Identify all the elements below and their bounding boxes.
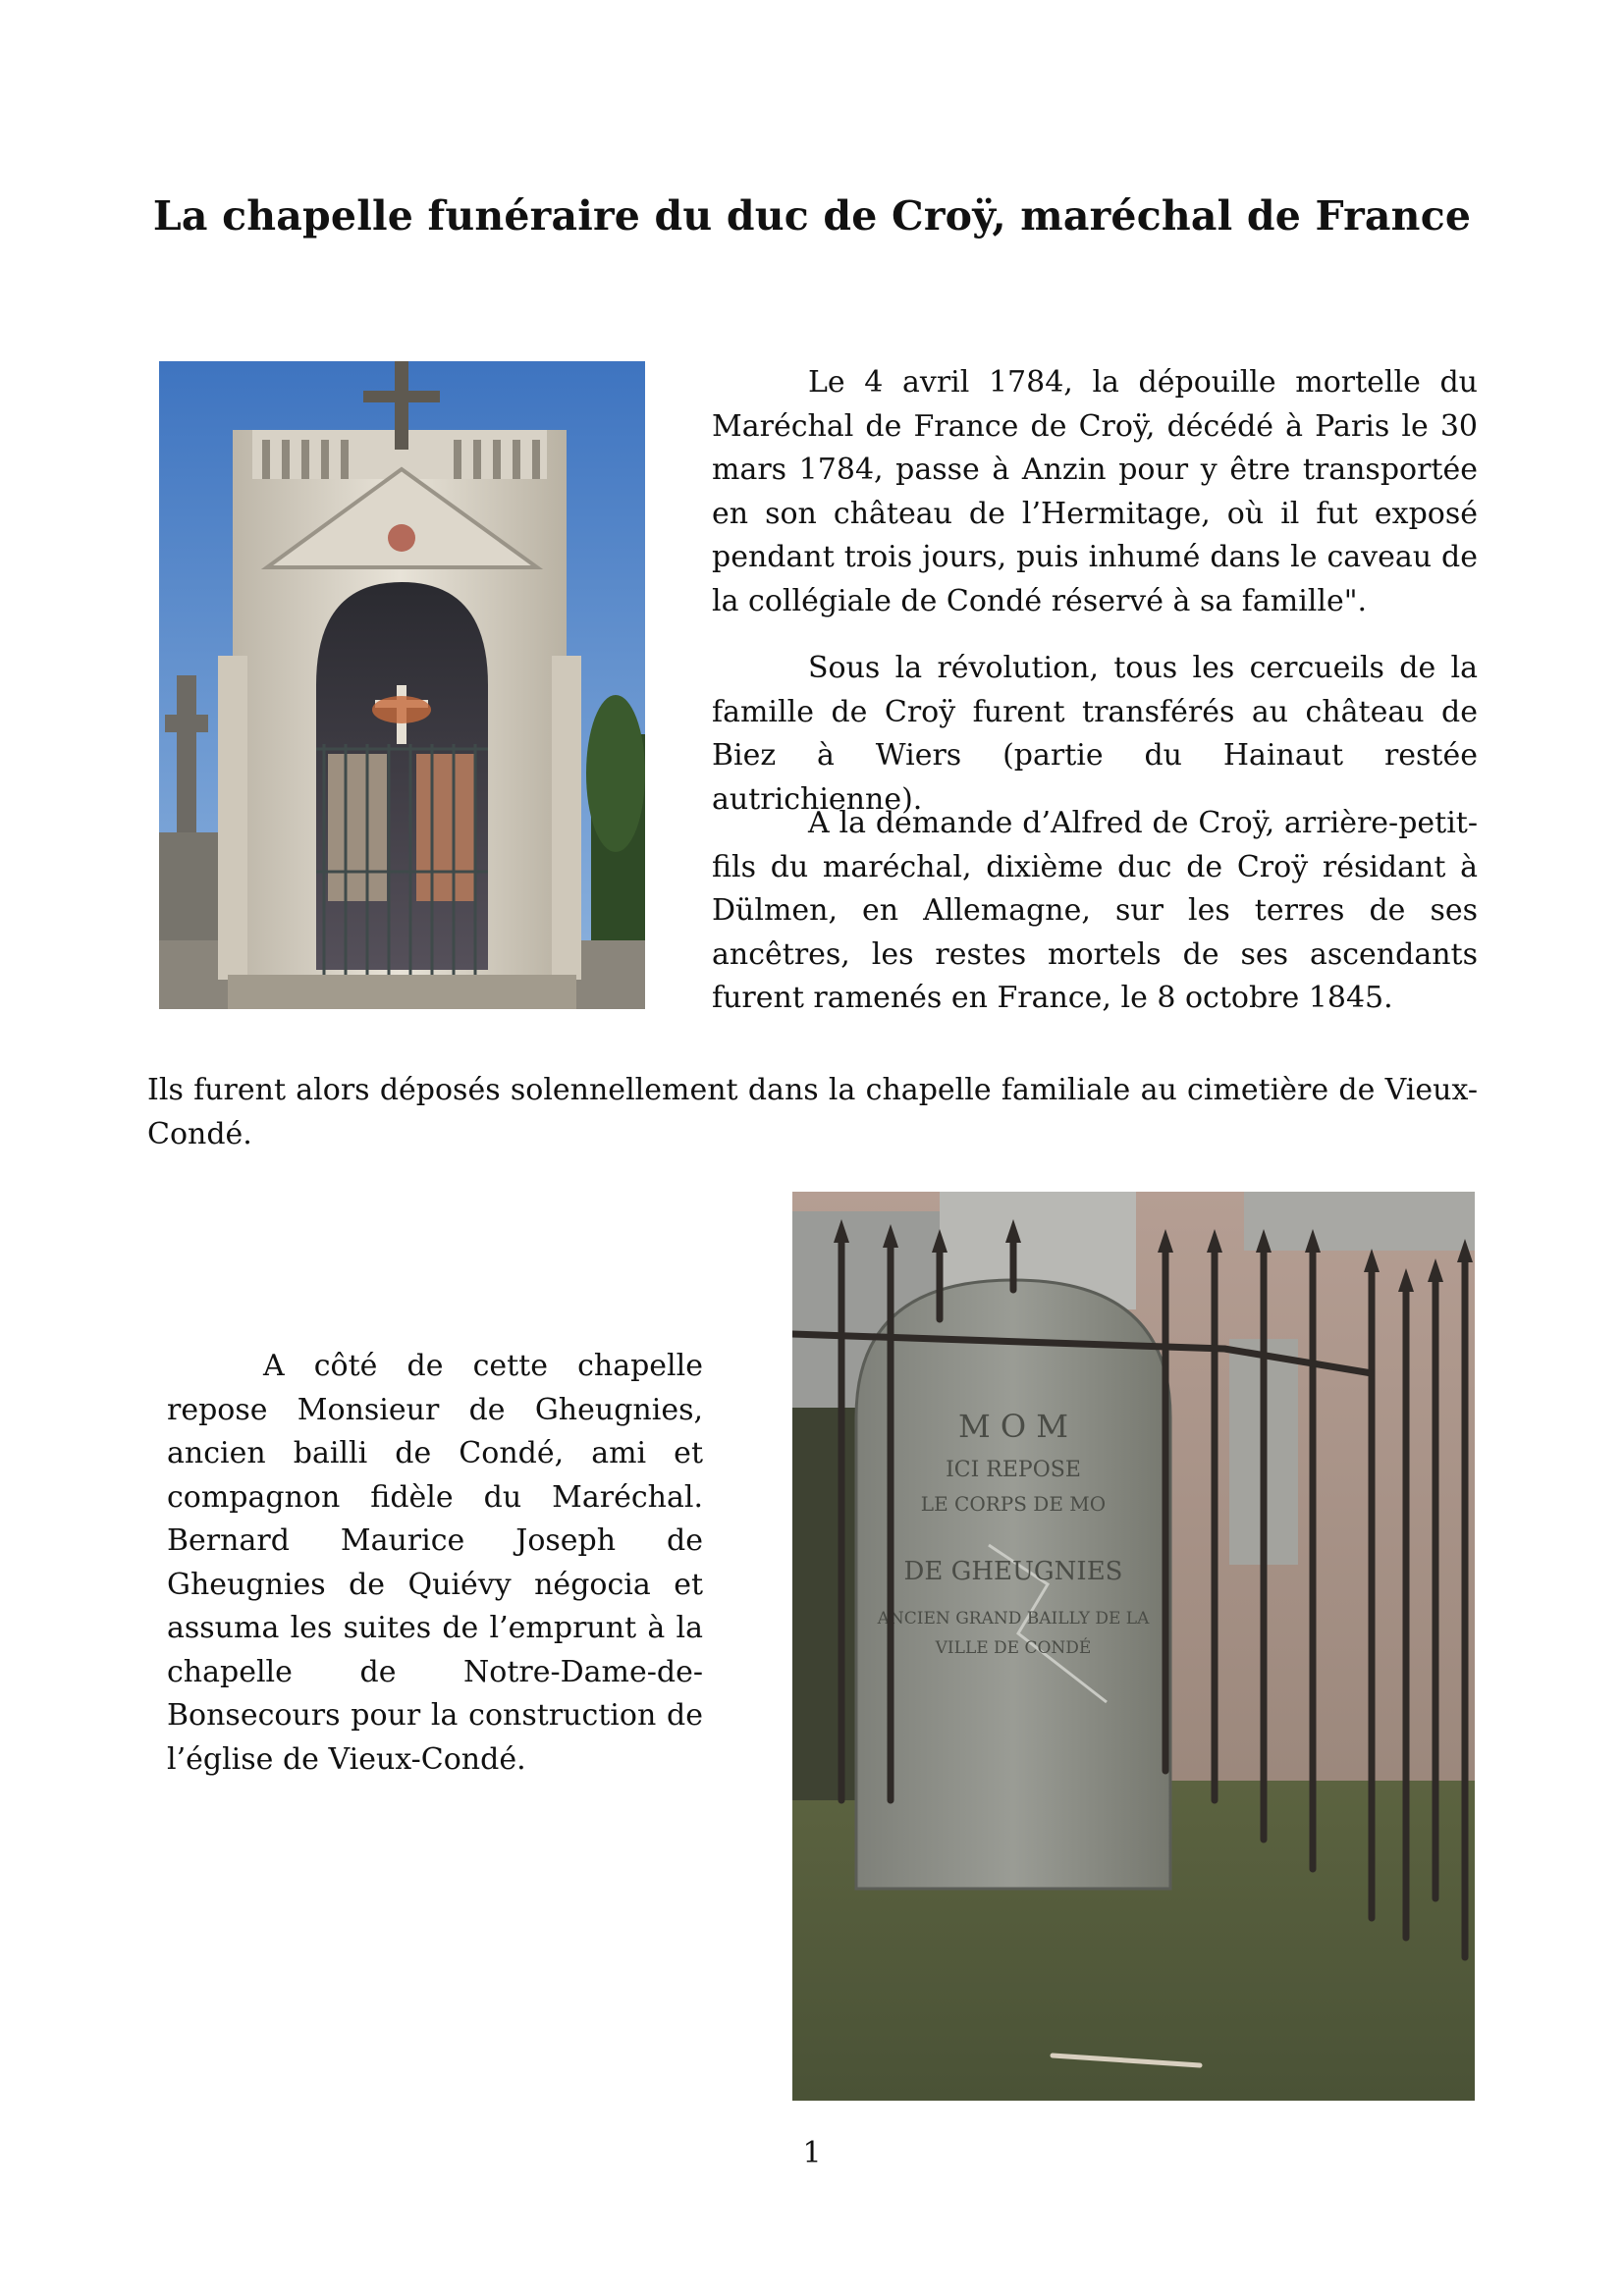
tombstone-line-4: DE GHEUGNIES (903, 1557, 1123, 1586)
tombstone-photo (792, 1192, 1475, 2101)
paragraph-1: Le 4 avril 1784, la dépouille mortelle du Maréchal de France de Croÿ, décédé à Paris le 30 mars 1784, passe à Anzin pour y être transportée en son château de l’Hermitage, où il fut exposé pendant trois jours, puis inhumé dans le caveau de la collégiale de Condé réservé à sa famille". (712, 365, 1478, 618)
paragraph-3: A la demande d’Alfred de Croÿ, arrière-petit-fils du maréchal, dixième duc de Croÿ résidant à Dülmen, en Allemagne, sur les terres de ses ancêtres, les restes mortels de ses ascendants furent ramenés en France, le 8 octobre 1845. (712, 806, 1478, 1015)
tombstone-line-3: LE CORPS DE MO (920, 1492, 1107, 1516)
page-number: 1 (802, 2136, 822, 2170)
paragraph-2: Sous la révolution, tous les cercueils de la famille de Croÿ furent transférés au château de Biez à Wiers (partie du Hainaut restée autrichienne). (712, 651, 1478, 817)
tombstone-line-6: VILLE DE CONDÉ (935, 1638, 1092, 1658)
tombstone-line-2: ICI REPOSE (946, 1458, 1081, 1482)
paragraph-4: Ils furent alors déposés solennellement dans la chapelle familiale au cimetière de Vieux-Condé. (147, 1073, 1478, 1151)
tombstone-line-5: ANCIEN GRAND BAILLY DE LA (877, 1609, 1150, 1629)
tombstone-line-1: M O M (957, 1408, 1069, 1445)
paragraph-5: A côté de cette chapelle repose Monsieur de Gheugnies, ancien bailli de Condé, ami et compagnon fidèle du Maréchal. Bernard Maurice Joseph de Gheugnies de Quiévy négocia et assuma les suites de l’emprunt à la chapelle de Notre-Dame-de-Bonsecours pour la construction de l’église de Vieux-Condé. (167, 1349, 703, 1777)
chapel-photo (159, 361, 645, 1009)
page-title: La chapelle funéraire du duc de Croÿ, maréchal de France (152, 192, 1472, 240)
